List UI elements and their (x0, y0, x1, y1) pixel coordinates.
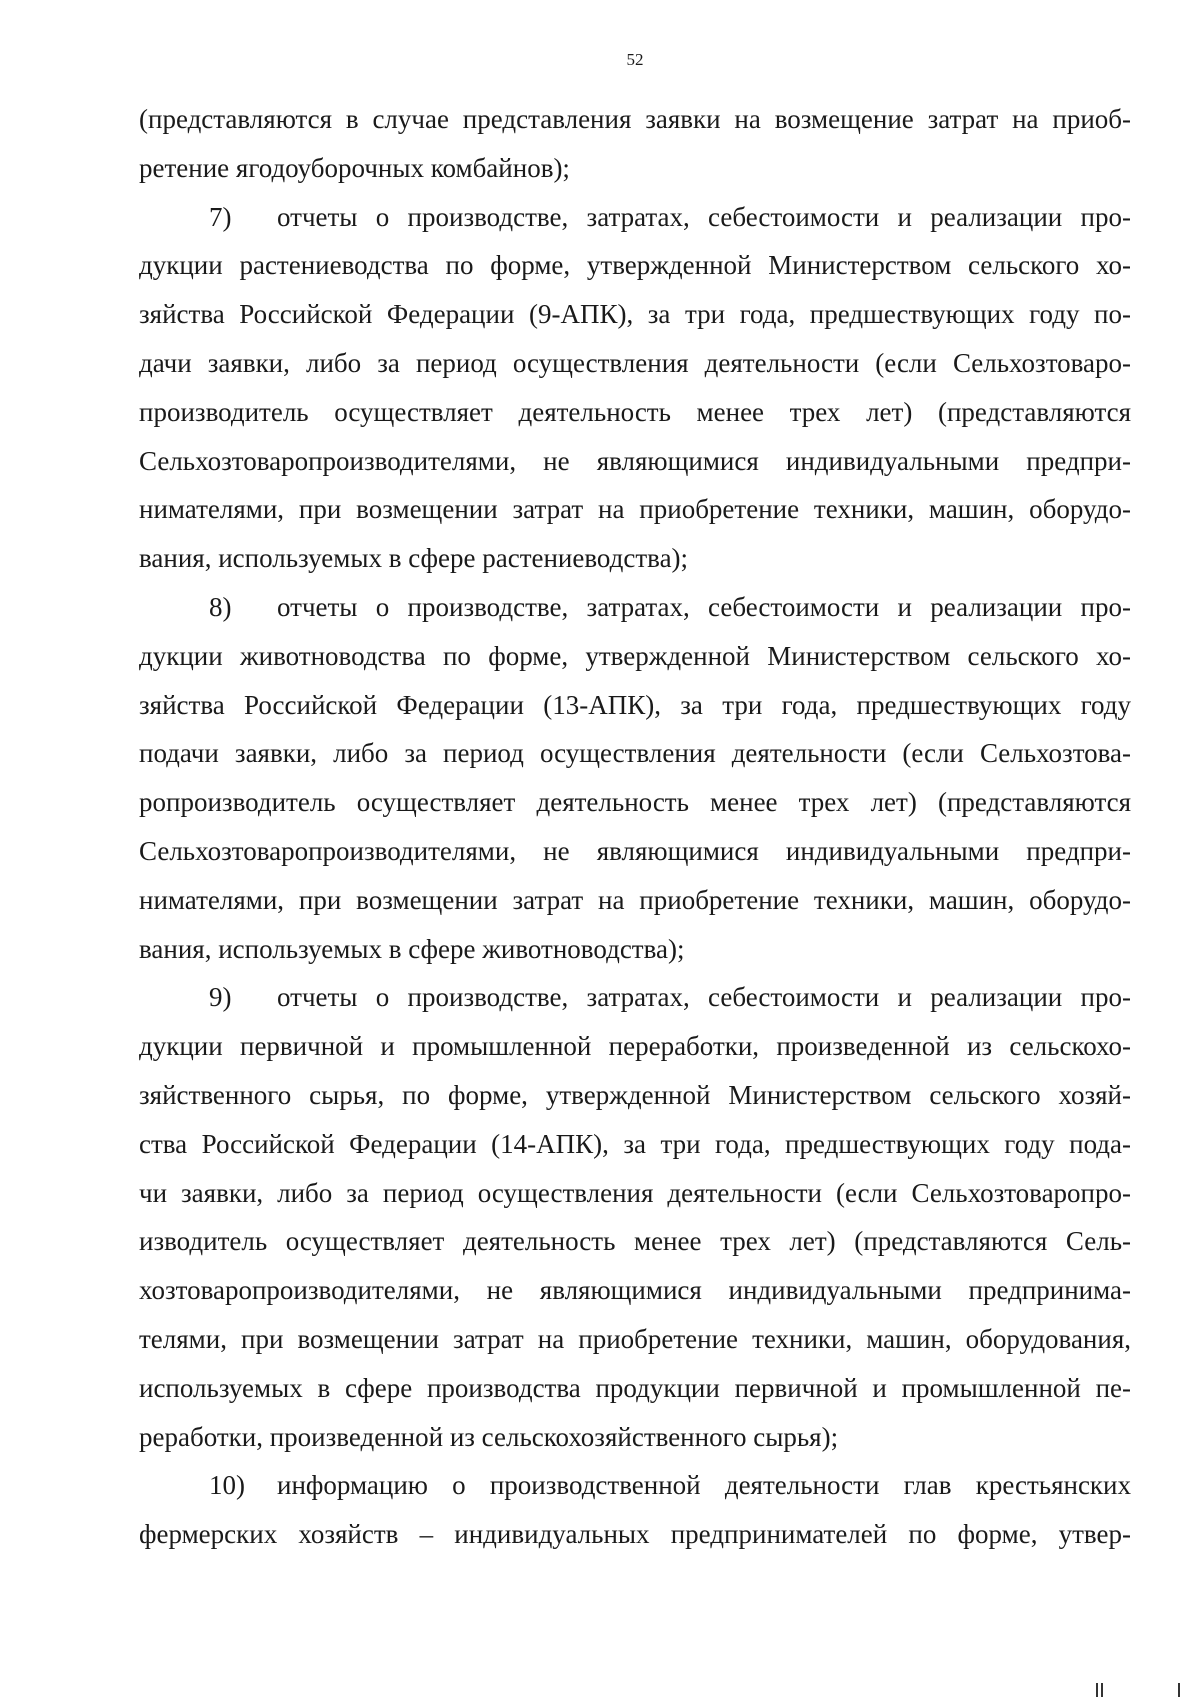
list-item-7 (139, 193, 1131, 583)
text-line: фермерских хозяйств – индивидуальных предпринимателей по форме, утвер- (139, 1519, 1131, 1550)
text-line: зяйства Российской Федерации (13-АПК), за три года, предшествующих году (139, 689, 1131, 720)
text-line: используемых в сфере производства продукции первичной и промышленной пе- (139, 1372, 1131, 1403)
text-line: подачи заявки, либо за период осуществления деятельности (если Сельхозтова- (139, 738, 1131, 769)
text-line: нимателями, при возмещении затрат на приобретение техники, машин, оборудо- (139, 494, 1131, 525)
text-line: телями, при возмещении затрат на приобретение техники, машин, оборудования, (139, 1323, 1131, 1354)
page-number: 52 (626, 50, 644, 69)
item-number: 10) (209, 1470, 245, 1501)
text-line: зяйства Российской Федерации (9-АПК), за три года, предшествующих году по- (139, 299, 1131, 330)
text-segment: отчеты о производстве, затратах, себестоимости и реализации про- (277, 982, 1131, 1013)
text-line: хозтоваропроизводителями, не являющимися индивидуальными предпринима- (139, 1275, 1131, 1306)
text-line (139, 193, 1131, 242)
text-line: дукции животноводства по форме, утвержденной Министерством сельского хо- (139, 640, 1131, 671)
text-line: зяйственного сырья, по форме, утвержденной Министерством сельского хозяй- (139, 1079, 1131, 1110)
text-line: реработки, произведенной из сельскохозяйственного сырья); (139, 1421, 839, 1452)
scan-edge-mark (1096, 1683, 1098, 1697)
text-line: дачи заявки, либо за период осуществления деятельности (если Сельхозтоваро- (139, 347, 1131, 378)
text-line: нимателями, при возмещении затрат на приобретение техники, машин, оборудо- (139, 884, 1131, 915)
item-number: 9) (209, 982, 232, 1013)
text-line (139, 973, 1131, 1022)
text-line: дукции первичной и промышленной переработки, произведенной из сельскохо- (139, 1031, 1131, 1062)
text-line (139, 1461, 1131, 1510)
text-line: производитель осуществляет деятельность менее трех лет) (представляются (139, 396, 1131, 427)
text-line: (представляются в случае представления заявки на возмещение затрат на приоб- (139, 104, 1131, 134)
text-segment: отчеты о производстве, затратах, себестоимости и реализации про- (277, 591, 1131, 622)
text-line: чи заявки, либо за период осуществления деятельности (если Сельхозтоваропро- (139, 1177, 1131, 1208)
text-line: ства Российской Федерации (14-АПК), за три года, предшествующих году пода- (139, 1128, 1131, 1159)
list-item-10 (139, 1461, 1131, 1559)
text-segment: информацию о производственной деятельности глав крестьянских (277, 1470, 1131, 1501)
paragraph-continuation (139, 95, 1131, 193)
list-item-9 (139, 973, 1131, 1461)
text-line: ропроизводитель осуществляет деятельность менее трех лет) (представляются (139, 787, 1131, 818)
text-line: дукции растениеводства по форме, утвержденной Министерством сельского хо- (139, 250, 1131, 281)
text-line: вания, используемых в сфере растениеводства); (139, 543, 689, 574)
scan-edge-mark (1101, 1683, 1103, 1697)
item-number: 8) (209, 591, 232, 622)
document-body (139, 95, 1131, 1559)
item-number: 7) (209, 201, 232, 232)
text-line: Сельхозтоваропроизводителями, не являющимися индивидуальными предпри- (139, 445, 1131, 476)
text-line: вания, используемых в сфере животноводства); (139, 933, 685, 964)
text-line (139, 583, 1131, 632)
text-line: ретение ягодоуборочных комбайнов); (139, 152, 570, 183)
text-segment: отчеты о производстве, затратах, себестоимости и реализации про- (277, 201, 1131, 232)
scan-edge-mark (1178, 1683, 1180, 1697)
text-line: Сельхозтоваропроизводителями, не являющимися индивидуальными предпри- (139, 835, 1131, 866)
list-item-8 (139, 583, 1131, 973)
text-line: изводитель осуществляет деятельность менее трех лет) (представляются Сель- (139, 1226, 1131, 1257)
